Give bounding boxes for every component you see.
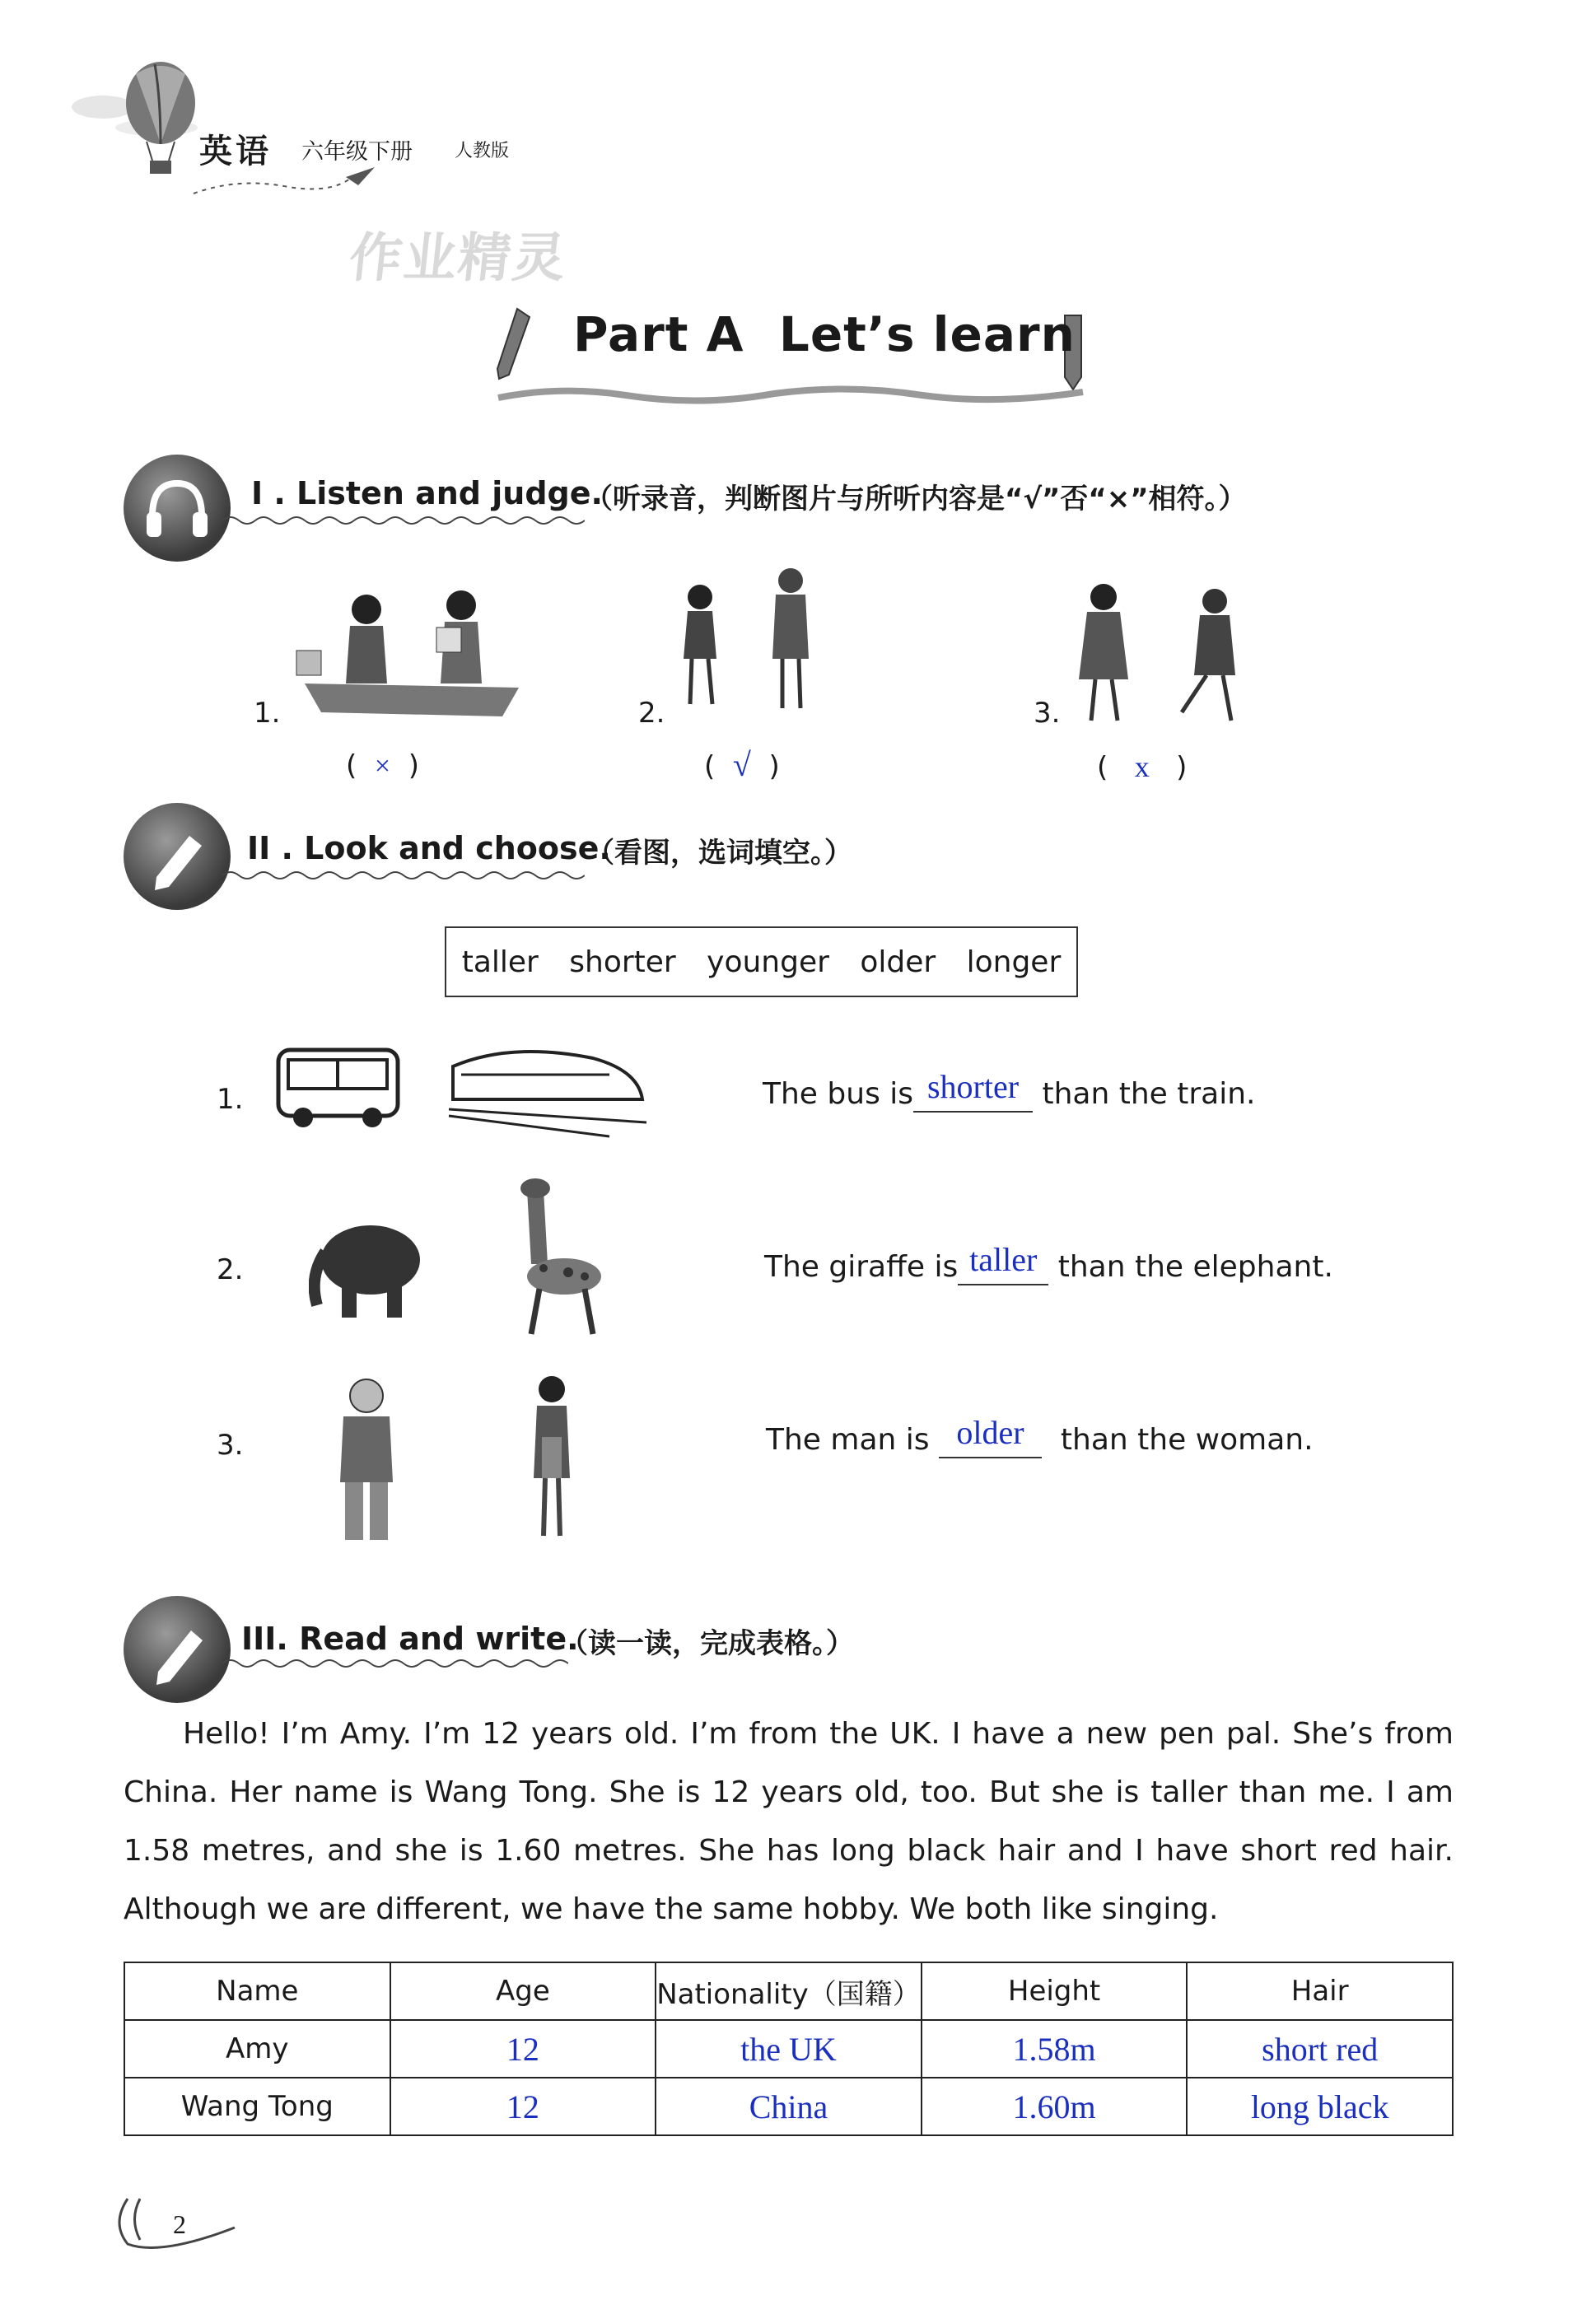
table-row — [124, 2078, 1453, 2135]
choose-sentence — [764, 1241, 1333, 1285]
choose-item-number: 3. — [217, 1429, 244, 1462]
table-header-cell: Height — [922, 1962, 1188, 2020]
giraffe-illustration — [486, 1173, 618, 1338]
sentence-after: than the woman. — [1060, 1423, 1314, 1457]
sentence-after: than the elephant. — [1057, 1250, 1333, 1284]
children-at-table-illustration — [288, 576, 535, 729]
title-underline-wave — [494, 377, 1087, 410]
answer-blank — [913, 1068, 1033, 1113]
section1-title: I . Listen and judge. — [251, 475, 603, 511]
table-cell-age: 12 — [390, 2078, 656, 2135]
choose-item-number: 1. — [217, 1083, 244, 1116]
choose-sentence — [763, 1068, 1256, 1113]
table-cell-height: 1.60m — [922, 2078, 1188, 2135]
listen-answer-paren: ( x ) — [1097, 750, 1188, 784]
pencil-left-icon — [492, 305, 534, 387]
section2-wave — [222, 867, 585, 884]
answer-blank — [958, 1241, 1048, 1285]
pencil-icon — [124, 803, 231, 910]
listen-item-number: 3. — [1034, 697, 1061, 730]
part-title: Part A Let’s learn — [573, 306, 1076, 362]
section2-title: II . Look and choose. — [247, 830, 611, 866]
word-bank-word: longer — [966, 945, 1062, 979]
watermark: 作业精灵 — [346, 228, 571, 289]
info-table — [124, 1962, 1454, 2136]
choose-answer: older — [956, 1414, 1024, 1451]
table-header-cell: Age — [390, 1962, 656, 2020]
section1-hint: （听录音，判断图片与所听内容是“√”否“×”相符。） — [585, 483, 1247, 516]
table-cell-name: Amy — [124, 2020, 390, 2078]
two-girls-illustration — [667, 560, 832, 725]
choose-item-number: 2. — [217, 1253, 244, 1286]
sentence-before: The bus is — [763, 1077, 914, 1111]
table-header-cell: Name — [124, 1962, 390, 2020]
listen-answer-paren: ( √ ) — [704, 746, 780, 783]
word-bank — [445, 926, 1078, 997]
answer-blank — [939, 1414, 1042, 1458]
headphones-icon — [124, 455, 231, 562]
listen-item-number: 2. — [638, 697, 665, 730]
table-cell-nationality: China — [656, 2078, 922, 2135]
listen-answer-paren: ( × ) — [346, 749, 419, 782]
listen-answer: x — [1134, 750, 1150, 783]
paper-plane-icon — [189, 161, 379, 202]
old-man-illustration — [325, 1375, 408, 1548]
table-row — [124, 2020, 1453, 2078]
reading-passage: Hello! I’m Amy. I’m 12 years old. I’m from the UK. I have a new pen pal. She’s from China. Her name is Wang Tong. She is 12 years old, too. But she is taller than me. I am 1.58 metres, and she is 1.60 metres. She has long black hair and I have short red hair. Although we are different, we have the same hobby. We both like singing. — [124, 1717, 1454, 1926]
table-cell-name: Wang Tong — [124, 2078, 390, 2135]
section1-wave — [222, 512, 585, 529]
header-subject: 英语 — [199, 133, 272, 170]
table-header-cell: Nationality（国籍） — [656, 1962, 922, 2020]
two-girls-dancing-illustration — [1066, 572, 1264, 729]
word-bank-word: shorter — [569, 945, 676, 979]
header-grade: 六年级下册 — [301, 139, 413, 165]
table-cell-age: 12 — [390, 2020, 656, 2078]
section3-hint: （读一读，完成表格。） — [560, 1627, 854, 1660]
header-edition: 人教版 — [455, 141, 510, 161]
woman-illustration — [519, 1371, 585, 1548]
page-number: 2 — [173, 2209, 186, 2239]
elephant-illustration — [309, 1211, 432, 1326]
sentence-before: The man is — [766, 1423, 930, 1457]
table-cell-nationality: the UK — [656, 2020, 922, 2078]
section2-hint: （看图，选词填空。） — [586, 837, 852, 870]
choose-answer: taller — [969, 1241, 1038, 1278]
sentence-after: than the train. — [1042, 1077, 1256, 1111]
choose-answer: shorter — [926, 1068, 1020, 1105]
choose-sentence — [766, 1414, 1314, 1458]
table-header-cell: Hair — [1187, 1962, 1453, 2020]
word-bank-word: older — [860, 945, 936, 979]
section3-wave — [222, 1655, 568, 1672]
table-cell-height: 1.58m — [922, 2020, 1188, 2078]
listen-answer: × — [374, 751, 391, 781]
listen-answer: √ — [732, 746, 751, 783]
pen-icon — [124, 1596, 231, 1703]
sentence-before: The giraffe is — [764, 1250, 959, 1284]
section3-title: III. Read and write. — [241, 1621, 579, 1657]
listen-item-number: 1. — [254, 697, 281, 730]
table-cell-hair: long black — [1187, 2078, 1453, 2135]
table-cell-hair: short red — [1187, 2020, 1453, 2078]
table-header-row — [124, 1962, 1453, 2020]
train-illustration — [445, 1033, 651, 1141]
bus-illustration — [272, 1042, 404, 1132]
word-bank-word: younger — [707, 945, 829, 979]
word-bank-word: taller — [461, 945, 539, 979]
